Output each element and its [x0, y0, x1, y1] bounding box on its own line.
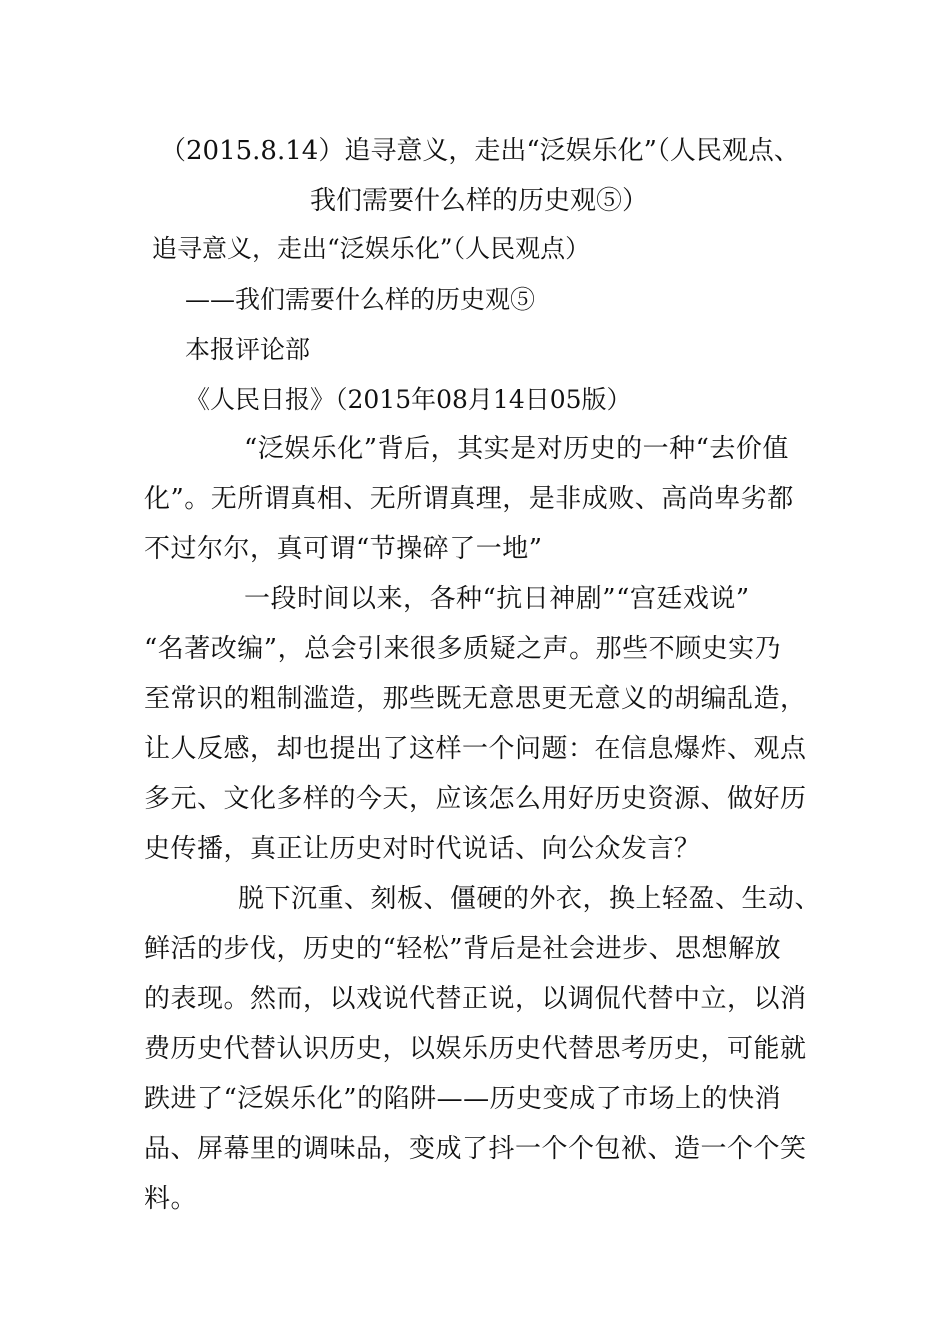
subheadline: ——我们需要什么样的历史观⑤ [185, 285, 536, 314]
paragraph-2-line-5: 多元、文化多样的今天，应该怎么用好历史资源、做好历 [144, 784, 807, 814]
paragraph-2-line-2: “名著改编”，总会引来很多质疑之声。那些不顾史实乃 [144, 634, 782, 664]
paragraph-3-line-6: 品、屏幕里的调味品，变成了抖一个个包袱、造一个个笑 [144, 1134, 807, 1164]
headline: 追寻意义，走出“泛娱乐化”（人民观点） [152, 234, 591, 263]
paragraph-2-line-6: 史传播，真正让历史对时代说话、向公众发言？ [144, 834, 701, 864]
paragraph-2-line-1: 一段时间以来，各种“抗日神剧”“宫廷戏说” [244, 584, 750, 614]
paragraph-2-line-4: 让人反感，却也提出了这样一个问题：在信息爆炸、观点 [144, 734, 807, 764]
paragraph-3-line-7: 料。 [144, 1184, 198, 1214]
paragraph-3-line-2: 鲜活的步伐，历史的“轻松”背后是社会进步、思想解放 [144, 934, 782, 964]
paragraph-3-line-4: 费历史代替认识历史，以娱乐历史代替思考历史，可能就 [144, 1034, 807, 1064]
document-title-line-2: 我们需要什么样的历史观⑤） [310, 186, 649, 216]
paragraph-3-line-1: 脱下沉重、刻板、僵硬的外衣，换上轻盈、生动、 [238, 884, 822, 914]
paragraph-2-line-3: 至常识的粗制滥造，那些既无意思更无意义的胡编乱造， [144, 684, 807, 714]
source-line: 《人民日报》（2015年08月14日05版） [185, 385, 632, 414]
document-title-line-1: （2015.8.14）追寻意义，走出“泛娱乐化”（人民观点、 [160, 136, 800, 166]
paragraph-1-line-3: 不过尔尔，真可谓“节操碎了一地” [144, 534, 543, 564]
byline: 本报评论部 [185, 335, 311, 364]
paragraph-1-line-1: “泛娱乐化”背后，其实是对历史的一种“去价值 [244, 434, 789, 464]
paragraph-1-line-2: 化”。无所谓真相、无所谓真理，是非成败、高尚卑劣都 [144, 484, 794, 514]
paragraph-3-line-5: 跌进了“泛娱乐化”的陷阱——历史变成了市场上的快消 [144, 1084, 782, 1114]
paragraph-3-line-3: 的表现。然而，以戏说代替正说，以调侃代替中立，以消 [144, 984, 807, 1014]
